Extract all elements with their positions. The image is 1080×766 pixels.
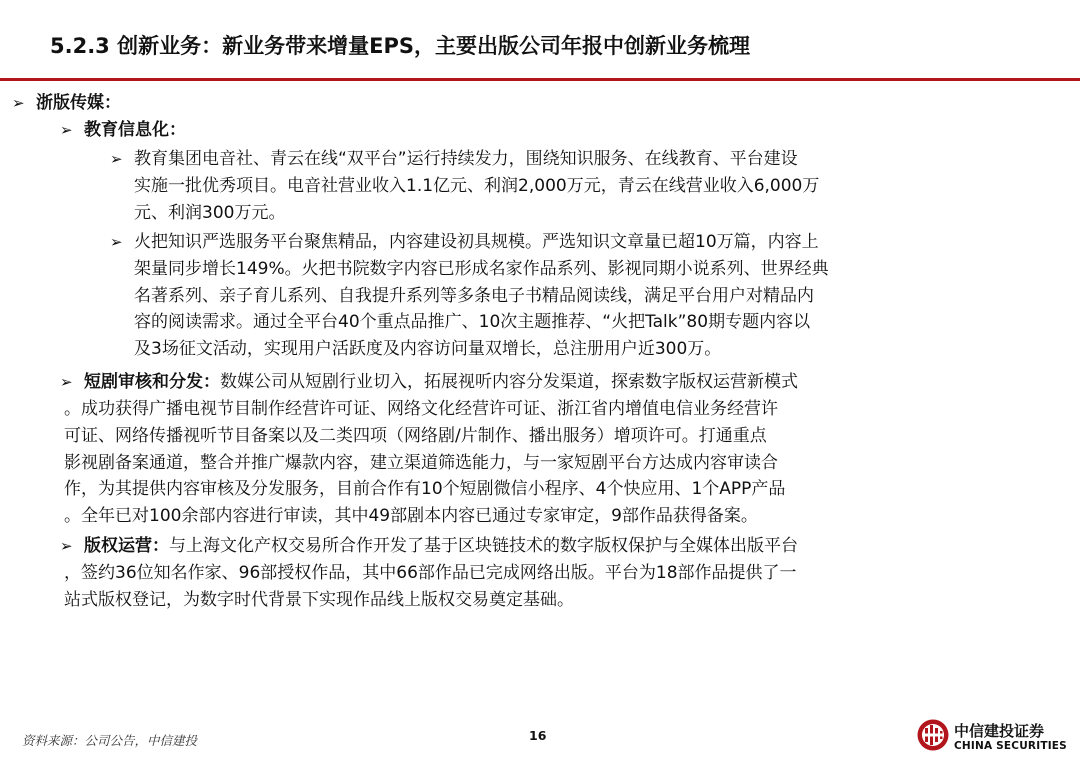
text-line: 站式版权登记，为数字时代背景下实现作品线上版权交易奠定基础。 xyxy=(64,589,574,610)
short-drama-paragraph xyxy=(84,369,1059,396)
arrow-bullet-icon: ➢ xyxy=(60,537,73,555)
text-line: 。全年已对100余部内容进行审读，其中49部剧本内容已通过专家审定，9部作品获得备案。 xyxy=(64,506,758,527)
text-line: 。成功获得广播电视节目制作经营许可证、网络文化经营许可证、浙江省内增值电信业务经营许 xyxy=(64,399,778,419)
text-line: 元、利润300万元。 xyxy=(134,202,286,223)
arrow-bullet-icon: ➢ xyxy=(12,94,25,112)
text-line: 教育集团电音社、青云在线“双平台”运行持续发力，围绕知识服务、在线教育、平台建设 xyxy=(134,149,798,169)
education-label: 教育信息化： xyxy=(84,120,186,140)
short-drama-first-line: 数媒公司从短剧行业切入，拓展视听内容分发渠道，探索数字版权运营新模式 xyxy=(220,372,798,392)
text-line: 影视剧备案通道，整合并推广爆款内容，建立渠道筛选能力，与一家短剧平台方达成内容审读合 xyxy=(64,452,778,473)
text-line: ，签约36位知名作家、96部授权作品，其中66部作品已完成网络出版。平台为18部作品提供了一 xyxy=(64,563,797,583)
short-drama-label: 短剧审核和分发： xyxy=(84,372,220,392)
education-bullet-2 xyxy=(134,229,1059,363)
china-securities-logo xyxy=(916,718,1066,758)
copyright-first-line: 与上海文化产权交易所合作开发了基于区块链技术的数字版权保护与全媒体出版平台 xyxy=(169,536,798,556)
footer-source: 资料来源：公司公告，中信建投 xyxy=(22,733,198,748)
logo-english-name: CHINA SECURITIES xyxy=(954,740,1067,752)
text-line: 火把知识严选服务平台聚焦精品，内容建设初具规模。严选知识文章量已超10万篇，内容上 xyxy=(134,232,819,252)
copyright-paragraph xyxy=(84,533,1059,560)
text-line: 容的阅读需求。通过全平台40个重点品推广、10次主题推荐、“火把Talk”80期专题内容以 xyxy=(134,312,811,333)
arrow-bullet-icon: ➢ xyxy=(110,150,123,168)
section-label: 浙版传媒： xyxy=(36,93,121,113)
title-divider xyxy=(0,78,1080,81)
logo-chinese-name: 中信建投证券 xyxy=(954,722,1045,740)
text-line: 架量同步增长149%。火把书院数字内容已形成名家作品系列、影视同期小说系列、世界经典 xyxy=(134,258,829,279)
text-line: 作，为其提供内容审核及分发服务，目前合作有10个短剧微信小程序、4个快应用、1个APP产品 xyxy=(64,479,786,500)
text-line: 实施一批优秀项目。电音社营业收入1.1亿元、利润2,000万元，青云在线营业收入6,000万 xyxy=(134,175,820,196)
arrow-bullet-icon: ➢ xyxy=(60,121,73,139)
text-line: 名著系列、亲子育儿系列、自我提升系列等多条电子书精品阅读线，满足平台用户对精品内 xyxy=(134,285,814,306)
copyright-label: 版权运营： xyxy=(84,536,169,556)
page-title: 5.2.3 创新业务：新业务带来增量EPS，主要出版公司年报中创新业务梳理 xyxy=(50,34,750,58)
arrow-bullet-icon: ➢ xyxy=(110,233,123,251)
text-line xyxy=(84,533,1059,560)
logo-mark-icon xyxy=(916,718,950,752)
text-line xyxy=(84,369,1059,396)
short-drama-continuation xyxy=(64,396,1059,530)
text-line: 及3场征文活动，实现用户活跃度及内容访问量双增长，总注册用户近300万。 xyxy=(134,339,722,360)
education-bullet-1 xyxy=(134,146,1059,226)
copyright-continuation xyxy=(64,560,1059,614)
text-line: 可证、网络传播视听节目备案以及二类四项（网络剧/片制作、播出服务）增项许可。打通重点 xyxy=(64,425,767,446)
page-number: 16 xyxy=(529,728,547,743)
arrow-bullet-icon: ➢ xyxy=(60,373,73,391)
